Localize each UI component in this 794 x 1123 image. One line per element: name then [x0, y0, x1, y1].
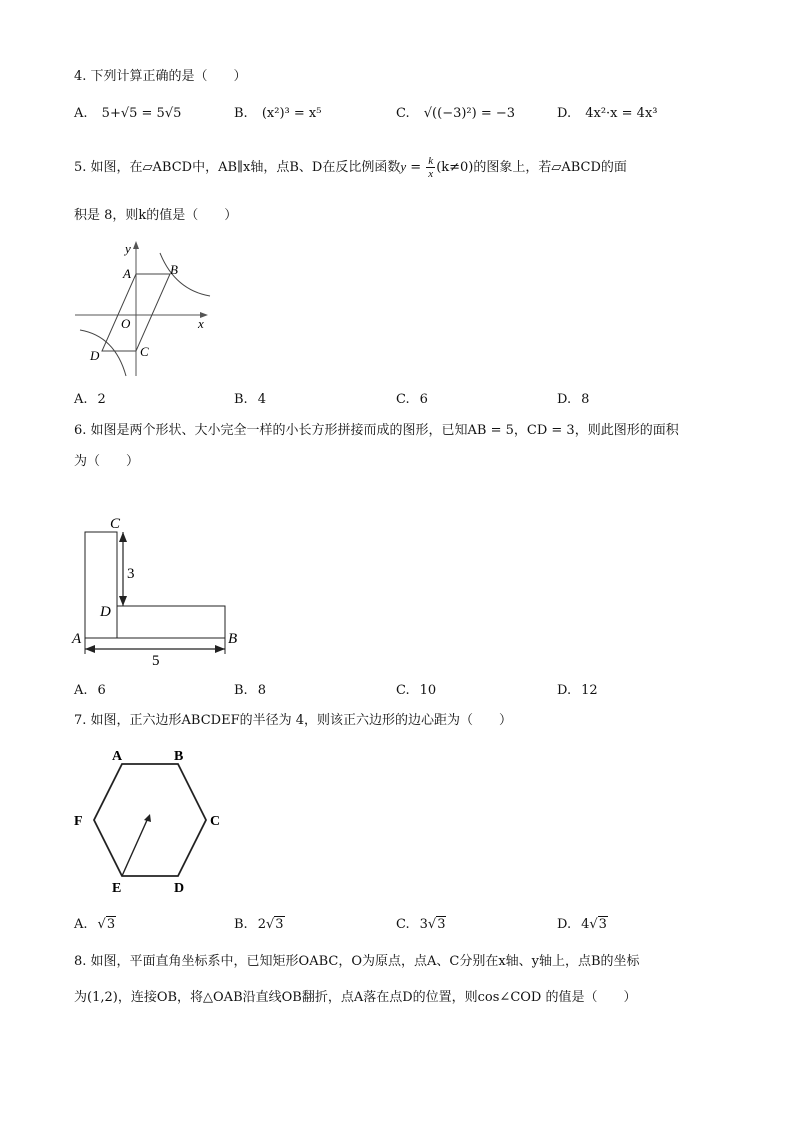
- q5-label-d: D: [90, 348, 100, 363]
- q6-option-a: [74, 682, 106, 700]
- q5-label-c: C: [140, 344, 149, 359]
- q5-option-b: [234, 391, 266, 409]
- q5-frac-num: k: [428, 155, 434, 167]
- q6-label-c: C: [110, 516, 121, 532]
- q4-option-b-expr: (x²)³ = x⁵: [261, 106, 322, 121]
- q5-stem-part2: (k≠0)的图象上，若▱ABCD的面: [436, 160, 627, 175]
- q6-dim-ab: 5: [152, 653, 160, 669]
- q5-option-a-label: A.: [74, 392, 88, 407]
- q6-option-d-label: D.: [557, 683, 572, 698]
- q7-option-a-label: A.: [74, 917, 88, 932]
- q6-option-b: [234, 682, 266, 700]
- q6-option-c-expr: 10: [419, 683, 437, 698]
- q6-dim-cd: 3: [127, 566, 135, 582]
- q7-option-d-label: D.: [557, 917, 572, 932]
- q5-label-o: O: [121, 316, 131, 331]
- q6-stem-line2: 为（ ）: [74, 454, 140, 469]
- q7-option-c-label: C.: [396, 917, 410, 932]
- q6-stem-line1: 6. 如图是两个形状、大小完全一样的小长方形拼接而成的图形，已知AB = 5，CD = 3，则此图形的面积: [74, 423, 679, 438]
- q5-option-d: [557, 391, 589, 409]
- q5-option-c-expr: 6: [419, 392, 428, 407]
- q7-option-d-coef: 4: [581, 917, 590, 932]
- q6-option-c: [396, 682, 436, 700]
- q4-option-d: [557, 105, 657, 123]
- q4-option-c-expr: √((−3)²) = −3: [423, 106, 516, 121]
- q4-option-a: [74, 105, 181, 123]
- q7-option-d: D. 4√3: [557, 917, 607, 932]
- q7-option-b-label: B.: [234, 917, 248, 932]
- q7-option-c-rad: 3: [437, 917, 446, 932]
- q5-label-b: B: [170, 262, 178, 277]
- q7-label-e: E: [112, 881, 122, 896]
- q7-figure: [68, 742, 238, 897]
- q4-option-d-label: D.: [557, 106, 572, 121]
- q6-option-d-expr: 12: [581, 683, 598, 698]
- q7-stem: 7. 如图，正六边形ABCDEF的半径为 4，则该正六边形的边心距为（ ）: [74, 713, 513, 728]
- q6-label-a: A: [72, 631, 82, 647]
- q7-label-b: B: [174, 749, 184, 764]
- q7-option-c: C. 3√3: [396, 917, 446, 932]
- q5-stem-part1: 5. 如图，在▱ABCD中，AB∥x轴，点B、D在反比例函数: [74, 160, 401, 175]
- q4-option-c-label: C.: [396, 106, 410, 121]
- q6-option-a-expr: 6: [97, 683, 106, 698]
- q4-option-b: [234, 105, 321, 123]
- q5-option-d-label: D.: [557, 392, 572, 407]
- q6-option-c-label: C.: [396, 683, 410, 698]
- q6-option-d: [557, 682, 598, 700]
- q5-option-b-label: B.: [234, 392, 248, 407]
- q7-label-d: D: [174, 881, 185, 896]
- q7-option-c-coef: 3: [419, 917, 428, 932]
- q4-option-a-label: A.: [74, 106, 88, 121]
- q4-stem: 4. 下列计算正确的是（ ）: [74, 69, 247, 84]
- q7-option-b-coef: 2: [257, 917, 266, 932]
- q5-label-a: A: [123, 266, 131, 281]
- q5-figure: [70, 238, 220, 378]
- q5-option-c-label: C.: [396, 392, 410, 407]
- q5-fraction: [426, 155, 435, 180]
- q5-stem-line2: 积是 8，则k的值是（ ）: [74, 208, 238, 223]
- q5-option-a: [74, 391, 106, 409]
- q4-option-c: [396, 105, 515, 123]
- q5-option-a-expr: 2: [97, 392, 106, 407]
- q6-label-d: D: [100, 604, 111, 620]
- q4-option-d-expr: 4x²·x = 4x³: [585, 106, 658, 121]
- q4-option-a-expr: 5+√5 = 5√5: [101, 106, 182, 121]
- q6-option-b-label: B.: [234, 683, 248, 698]
- q5-option-b-expr: 4: [257, 392, 266, 407]
- q8-stem-line1: 8. 如图，平面直角坐标系中，已知矩形OABC，O为原点，点A、C分别在x轴、y轴上，点B的坐标: [74, 954, 640, 969]
- q4-option-b-label: B.: [234, 106, 248, 121]
- q5-option-d-expr: 8: [581, 392, 590, 407]
- q7-option-a: A. √3: [74, 917, 116, 932]
- q6-figure: [70, 512, 245, 672]
- q7-label-f: F: [74, 814, 83, 829]
- q7-label-c: C: [210, 814, 221, 829]
- q7-option-d-rad: 3: [598, 917, 607, 932]
- q5-option-c: [396, 391, 428, 409]
- q6-option-b-expr: 8: [257, 683, 266, 698]
- q7-option-b-rad: 3: [275, 917, 284, 932]
- q5-frac-den: x: [428, 168, 434, 180]
- q8-stem-line2: 为(1,2)，连接OB，将△OAB沿直线OB翻折，点A落在点D的位置，则cos∠COD 的值是（ ）: [74, 990, 637, 1005]
- q7-option-b: B. 2√3: [234, 917, 284, 932]
- q5-label-y: y: [125, 241, 131, 256]
- q7-label-a: A: [112, 749, 123, 764]
- q6-label-b: B: [228, 631, 238, 647]
- q7-option-a-rad: 3: [106, 917, 116, 932]
- q5-label-x: x: [198, 316, 204, 331]
- q6-option-a-label: A.: [74, 683, 88, 698]
- q5-stem-line1: 5. 如图，在▱ABCD中，AB∥x轴，点B、D在反比例函数y = $\frac{k}{x}$ (k≠0)的图象上，若▱ABCD的面: [74, 155, 627, 180]
